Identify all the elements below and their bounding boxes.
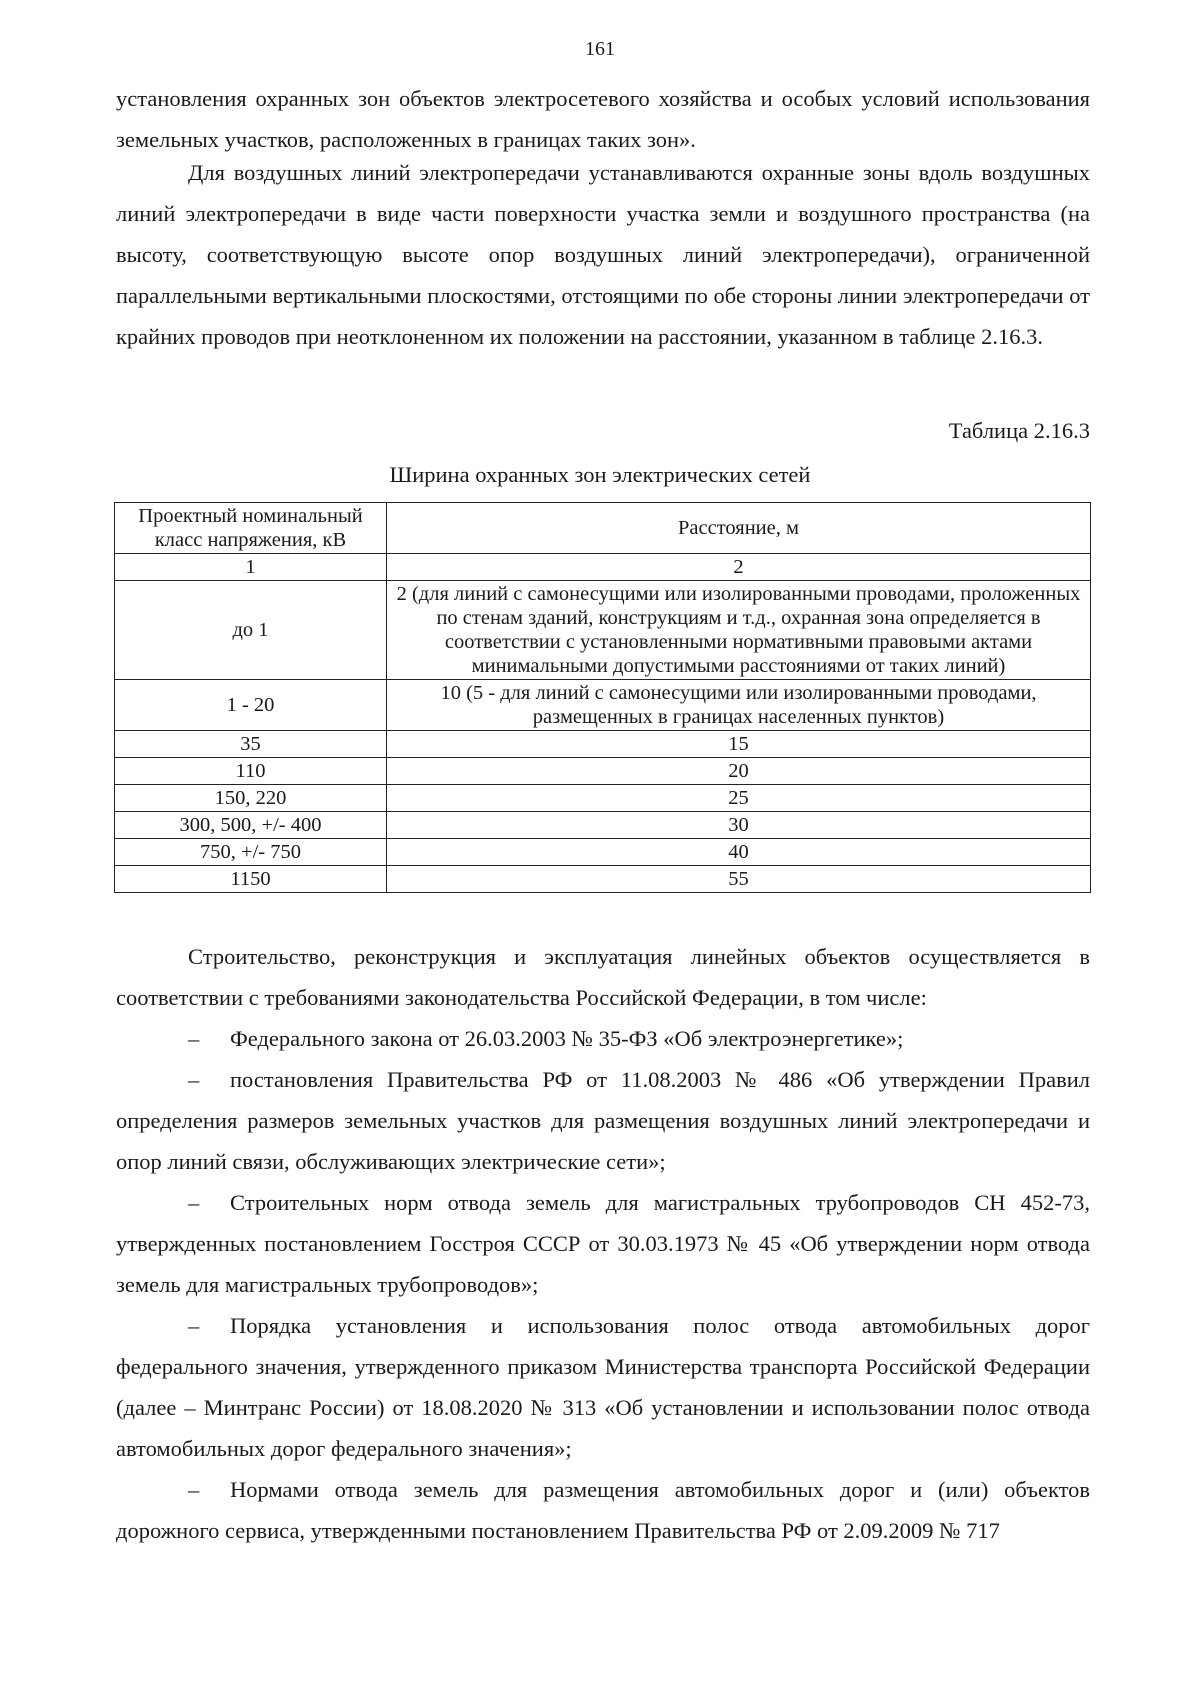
voltage-class-cell: 110	[115, 758, 387, 785]
dash-marker: –	[188, 1026, 200, 1051]
table-row	[115, 680, 1091, 731]
list-item	[116, 1018, 1090, 1059]
list-item	[116, 1059, 1090, 1182]
table-row	[115, 839, 1091, 866]
distance-cell: 40	[387, 839, 1091, 866]
voltage-class-cell: 300, 500, +/- 400	[115, 812, 387, 839]
list-item	[116, 1182, 1090, 1305]
dash-marker: –	[188, 1190, 200, 1215]
paragraph-intro: установления охранных зон объектов электросетевого хозяйства и особых условий использования земельных участков, расположенных в границах таких зон».	[116, 86, 1090, 152]
table-numbering-row	[115, 554, 1091, 581]
table-label: Таблица 2.16.3	[948, 418, 1090, 443]
page-number: 161	[585, 38, 615, 60]
table-row	[115, 812, 1091, 839]
voltage-class-cell: 150, 220	[115, 785, 387, 812]
distance-cell: 25	[387, 785, 1091, 812]
list-item-text: Федерального закона от 26.03.2003 № 35-ФЗ «Об электроэнергетике»;	[230, 1026, 904, 1051]
list-item-text: Нормами отвода земель для размещения автомобильных дорог и (или) объектов дорожного сервиса, утвержденными постановлением Правительства РФ от 2.09.2009 № 717	[116, 1477, 1090, 1543]
header-distance: Расстояние, м	[387, 503, 1091, 554]
table-row	[115, 866, 1091, 893]
column-number: 1	[115, 554, 387, 581]
distance-cell: 20	[387, 758, 1091, 785]
table-row	[115, 731, 1091, 758]
header-voltage-class: Проектный номинальный класс напряжения, кВ	[115, 503, 387, 554]
distance-cell: 55	[387, 866, 1091, 893]
list-item	[116, 1469, 1090, 1551]
distance-cell: 2 (для линий с самонесущими или изолированными проводами, проложенных по стенам зданий, конструкциям и т.д., охранная зона определяется в соответствии с установленными нормативными правовыми актами минимальными допустимыми расстояниями от таких линий)	[387, 581, 1091, 680]
distance-cell: 15	[387, 731, 1091, 758]
voltage-class-cell: 1150	[115, 866, 387, 893]
dash-marker: –	[188, 1313, 200, 1338]
dash-marker: –	[188, 1067, 200, 1092]
table-row	[115, 758, 1091, 785]
list-item-text: Порядка установления и использования полос отвода автомобильных дорог федерального значения, утвержденного приказом Министерства транспорта Российской Федерации (далее – Минтранс России) от 18.08.2020 № 313 «Об установлении и использовании полос отвода автомобильных дорог федерального значения»;	[116, 1313, 1090, 1461]
voltage-class-cell: 35	[115, 731, 387, 758]
voltage-class-cell: 750, +/- 750	[115, 839, 387, 866]
column-number: 2	[387, 554, 1091, 581]
table-row	[115, 785, 1091, 812]
list-item	[116, 1305, 1090, 1469]
list-item-text: Строительных норм отвода земель для магистральных трубопроводов СН 452-73, утвержденных постановлением Госстроя СССР от 30.03.1973 № 45 «Об утверждении норм отвода земель для магистральных трубопроводов»;	[116, 1190, 1090, 1297]
paragraph-linear-objects: Строительство, реконструкция и эксплуатация линейных объектов осуществляется в соответствии с требованиями законодательства Российской Федерации, в том числе:	[116, 944, 1090, 1010]
distance-cell: 30	[387, 812, 1091, 839]
list-item-text: постановления Правительства РФ от 11.08.2003 № 486 «Об утверждении Правил определения размеров земельных участков для размещения воздушных линий электропередачи и опор линий связи, обслуживающих электрические сети»;	[116, 1067, 1090, 1174]
voltage-class-cell: до 1	[115, 581, 387, 680]
dash-marker: –	[188, 1477, 200, 1502]
voltage-class-cell: 1 - 20	[115, 680, 387, 731]
table-header-row	[115, 503, 1091, 554]
distance-cell: 10 (5 - для линий с самонесущими или изолированными проводами, размещенных в границах населенных пунктов)	[387, 680, 1091, 731]
table-title: Ширина охранных зон электрических сетей	[389, 462, 811, 487]
protection-zones-table	[114, 502, 1091, 893]
paragraph-protection-zones: Для воздушных линий электропередачи устанавливаются охранные зоны вдоль воздушных линий электропередачи в виде части поверхности участка земли и воздушного пространства (на высоту, соответствующую высоте опор воздушных линий электропередачи), ограниченной параллельными вертикальными плоскостями, отстоящими по обе стороны линии электропередачи от крайних проводов при неотклоненном их положении на расстоянии, указанном в таблице 2.16.3.	[116, 160, 1090, 349]
table-row	[115, 581, 1091, 680]
